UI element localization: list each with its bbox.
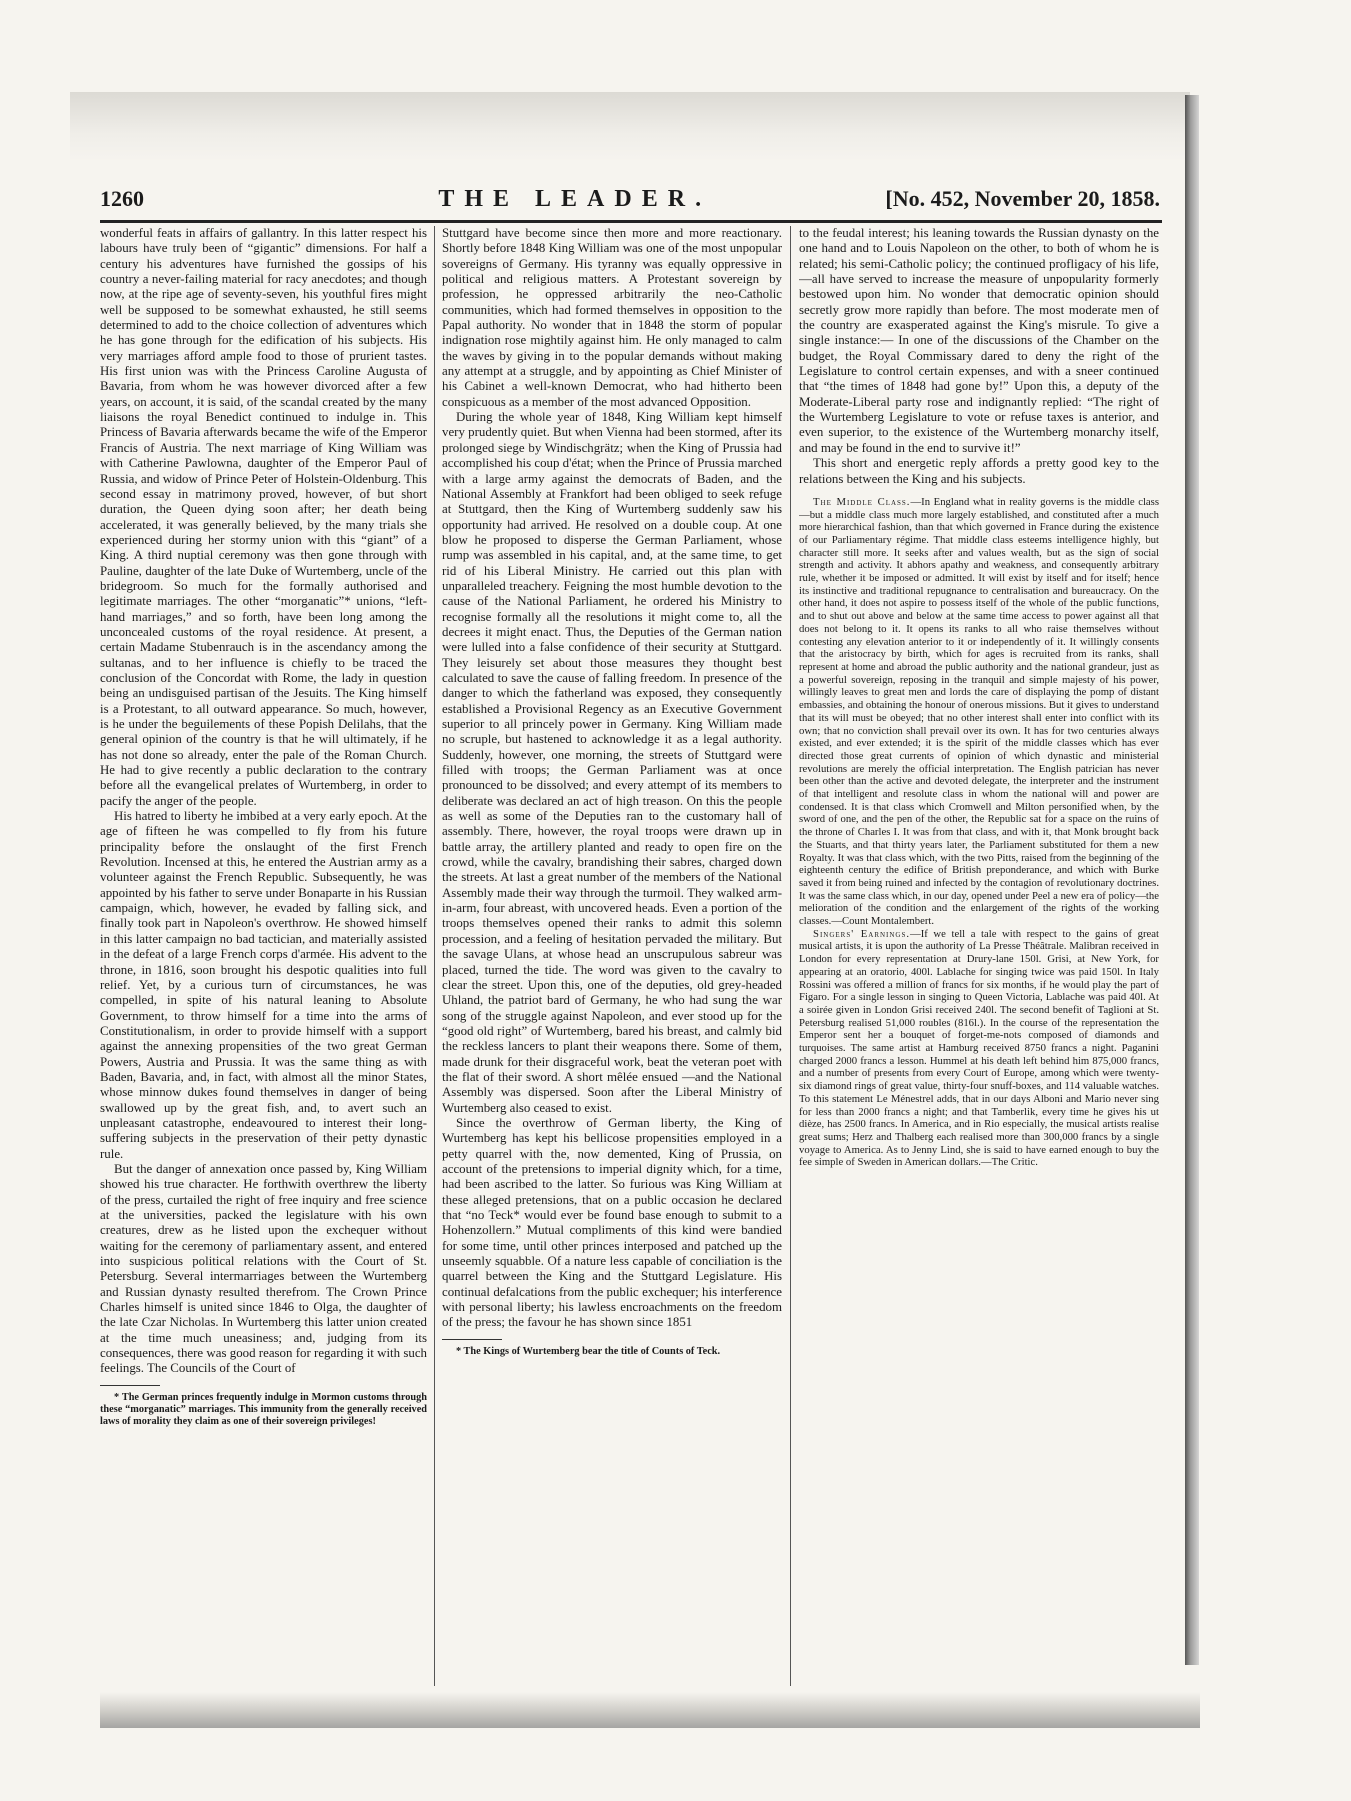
article-text: —If we tell a tale with respect to the gains of great musical artists, it is upon the authority of La Presse Théâtrale. Malibran received in London for every representation at Drury-lane 150l. Grisi, at New York, for appearing at an oratorio, 400l. Lablache for singing twice was paid 150l. In Italy Rossini was offered a million of francs for six months, if he would play the part of Figaro. For a single lesson in singing to Queen Victoria, Lablache was paid 40l. At a soirée given in London Grisi received 240l. The second benefit of Taglioni at St. Petersburg realised 51,000 roubles (816l.). In the course of the representation the Emperor sent her a bouquet of forget-me-nots composed of diamonds and turquoises. The same artist at Hamburg received 8750 francs a night. Paganini charged 2000 francs a lesson. Hummel at his death left behind him 875,000 francs, and a number of presents from every Court of Europe, among which were twenty-six diamond rings of great value, thirty-four snuff-boxes, and 114 valuable watches. To this statement Le Ménestrel adds, that in our days Alboni and Mario never sing for less than 2000 francs a night; and that Tamberlik, every time he gives his ut dièze, has 2500 francs. In America, and in Rio especially, the musical artists realise great sums; Herz and Thalberg each realised more than 300,000 francs by a single voyage to America. As to Jenny Lind, she is said to have earned enough to buy the fee simple of Sweden in American dollars.—The Critic. <box>799 927 1159 1169</box>
column-2 <box>442 226 782 1686</box>
paragraph: This short and energetic reply affords a pretty good key to the relations between the King and his subjects. <box>799 456 1159 486</box>
issue-date: [No. 452, November 20, 1858. <box>885 186 1160 211</box>
column-3 <box>799 226 1159 1686</box>
page-number: 1260 <box>100 186 144 211</box>
paragraph: Stuttgard have become since then more and more reactionary. Shortly before 1848 King William was one of the most unpopular sovereigns of Germany. His tyranny was equally oppressive in political and religious matters. A Protestant sovereign by profession, he oppressed arbitrarily the neo-Catholic communities, which had formed themselves in opposition to the Papal authority. No wonder that in 1848 the storm of popular indignation rose mightily against him. He only managed to calm the waves by giving in to the popular demands without making any attempt at a struggle, and by appointing as Chief Minister of his Cabinet a well-known Democrat, who had hitherto been conspicuous as a member of the most advanced Opposition. <box>442 226 782 409</box>
section-heading: The Middle Class. <box>813 495 911 508</box>
section-heading: Singers' Earnings. <box>813 927 911 940</box>
scan-top-shadow <box>70 92 1190 162</box>
paragraph: But the danger of annexation once passed by, King William showed his true character. He forthwith overthrew the liberty of the press, curtailed the right of free inquiry and free science at the universities, packed the legislature with his own creatures, drew as he listed upon the exchequer without waiting for the ceremony of parliamentary assent, and entered into suspicious political relations with the Court of St. Petersburg. Several intermarriages between the Wurtemberg and Russian dynasty resulted therefrom. The Crown Prince Charles himself is united since 1846 to Olga, the daughter of the late Czar Nicholas. In Wurtemberg this latter union created at the time much uneasiness; and, judging from its consequences, there was good reason for regarding it with such feelings. The Councils of the Court of <box>100 1161 427 1376</box>
masthead <box>100 186 1160 220</box>
column-1 <box>100 226 427 1686</box>
footnote-rule <box>442 1339 502 1340</box>
footnote: * The German princes frequently indulge in Mormon customs through these “morganatic” marriages. This immunity from the generally received laws of morality they claim as one of their sovereign privileges! <box>100 1391 427 1427</box>
paragraph: wonderful feats in affairs of gallantry. In this latter respect his labours have truly been of “gigantic” dimensions. For half a century his adventures have furnished the gossips of his country a never-failing material for racy anecdotes; and though now, at the ripe age of seventy-seven, his youthful fires might well be supposed to be somewhat exhausted, he still seems determined to add to the choice collection of adventures which he has gone through for the edification of his subjects. His very marriages afford ample food to those of prurient tastes. His first union was with the Princess Caroline Augusta of Bavaria, from whom he was however divorced after a few years, on account, it is said, of the scandal created by the many liaisons the royal Benedict continued to indulge in. This Princess of Bavaria afterwards became the wife of the Emperor Francis of Austria. The next marriage of King William was with Catherine Pawlowna, daughter of the Emperor Paul of Russia, and widow of Prince Peter of Holstein-Oldenburg. This second essay in matrimony proved, however, of but short duration, the Queen dying soon after; her death being accelerated, it was generally believed, by the many trials she experienced during her stormy union with this “giant” of a King. A third nuptial ceremony was then gone through with Pauline, daughter of the late Duke of Wurtemberg, uncle of the bridegroom. So much for the formally authorised and legitimate marriages. The other “morganatic”* unions, “left-hand marriages,” and so forth, have been long among the unconcealed customs of the royal residence. At present, a certain Madame Stubenrauch is in the ascendancy among the sultanas, and to her influence is chiefly to be traced the conclusion of the Concordat with Rome, the lady in question being an undisguised partisan of the Jesuits. The King himself is a Protestant, to all outward appearance. So much, however, is he under the beguilements of these Popish Delilahs, that the general opinion of the country is that he will ultimately, if he has not done so already, enter the pale of the Roman Church. He had to give recently a public declaration to the contrary before all the evangelical prelates of Wurtemberg, in order to pacify the anger of the people. <box>100 226 427 808</box>
column-divider <box>790 226 791 1686</box>
scan-bottom-shadow <box>100 1692 1200 1728</box>
paragraph: During the whole year of 1848, King William kept himself very prudently quiet. But when Vienna had been stormed, after its prolonged siege by Windischgrätz; when the King of Prussia had accomplished his coup d'état; when the Prince of Prussia marched with a large army against the democrats of Baden, and the National Assembly at Frankfort had been obliged to seek refuge at Stuttgard, then the King of Wurtemberg suddenly saw his opportunity had arrived. He resolved on a double coup. At one blow he proposed to disperse the German Parliament, whose rump was assembled in his capital, and, at the same time, to get rid of his Liberal Ministry. He carried out this plan with unparalleled treachery. Feigning the most humble devotion to the cause of the National Parliament, he ordered his Ministry to recognise formally all the resolutions it might come to, all the decrees it might enact. Thus, the Deputies of the German nation were lulled into a false confidence of their security at Stuttgard. They leisurely set about those measures they thought best calculated to save the cause of falling freedom. In presence of the danger to which the fatherland was exposed, they consequently established a Provisional Regency as an Executive Government superior to all princely power in Germany. King William made no scruple, but hastened to acknowledge it as a legal authority. Suddenly, however, one morning, the streets of Stuttgard were filled with troops; the German Parliament was at once pronounced to be dissolved; and every attempt of its members to deliberate was declared an act of high treason. On this the people as well as some of the Deputies ran to the customary hall of assembly. There, however, the royal troops were drawn up in battle array, the artillery planted and ready to open fire on the crowd, while the cavalry, brandishing their sabres, charged down the streets. At last a great number of the members of the National Assembly made their way through the turmoil. They walked arm-in-arm, four abreast, with uncovered heads. Even a portion of the troops themselves opened their ranks to admit this solemn procession, and a feeling of hesitation pervaded the military. But the savage Ulans, at whose head an unscrupulous sabreur was placed, turned the tide. The word was given to the cavalry to clear the street. Upon this, one of the deputies, old grey-headed Uhland, the patriot bard of Germany, he who had sung the war song of the struggle against Napoleon, and ever stood up for the “good old right” of Wurtemberg, bared his breast, and calmly bid the reckless lancers to plant their weapons there. Some of them, made drunk for their disgraceful work, beat the veteran poet with the flat of their sword. A short mêlée ensued —and the National Assembly was dispersed. Soon after the Liberal Ministry of Wurtemberg also ceased to exist. <box>442 410 782 1115</box>
masthead-rule <box>100 220 1162 223</box>
column-divider <box>434 226 435 1686</box>
section-gap <box>799 487 1159 496</box>
singers-earnings-article <box>799 928 1159 1169</box>
scan-binding-shadow <box>1185 95 1199 1665</box>
paragraph: Since the overthrow of German liberty, the King of Wurtemberg has kept his bellicose propensities employed in a petty quarrel with the, now demented, King of Prussia, on account of the pretensions to imperial dignity which, for a time, had been ascribed to the latter. So furious was King William at these alleged pretensions, that on a public occasion he declared that “no Teck* would ever be found base enough to submit to a Hohenzollern.” Mutual compliments of this kind were bandied for some time, until other princes interposed and patched up the unseemly squabble. Of a nature less capable of conciliation is the quarrel between the King and the Stuttgard Legislature. His continual defalcations from the public exchequer; his interference with personal liberty; his lawless encroachments on the freedom of the press; the favour he has shown since 1851 <box>442 1115 782 1330</box>
footnote-rule <box>100 1385 160 1386</box>
paragraph: His hatred to liberty he imbibed at a very early epoch. At the age of fifteen he was compelled to fly from his future principality before the onslaught of the first French Revolution. Incensed at this, he entered the Austrian army as a volunteer against the French Republic. Subsequently, he was appointed by his father to serve under Bonaparte in his Russian campaign, which, however, he evaded by falling sick, and finally took part in Napoleon's overthrow. He showed himself in this latter campaign no bad tactician, and materially assisted in the defeat of a large French corps d'armée. His advent to the throne, in 1816, soon brought his despotic qualities into full relief. Yet, by a curious turn of circumstances, he was compelled, in spite of his natural leaning to Absolute Government, to throw himself for a time into the arms of Constitutionalism, in order to provide himself with a support against the annexing propensities of the two great German Powers, Austria and Prussia. It was the same thing as with Baden, Bavaria, and, in fact, with almost all the minor States, whose minnow dukes found themselves in danger of being swallowed up by the great fish, and, to avert such an unpleasant catastrophe, endeavoured to interest their long-suffering subjects in the preservation of their petty dynastic rule. <box>100 809 427 1161</box>
article-text: —In England what in reality governs is the middle class—but a middle class much more largely established, and constituted after a much more hierarchical fashion, than that which governed in France during the existence of our Parliamentary régime. That middle class esteems intelligence highly, but character still more. It seeks after and values wealth, but as the sign of social strength and activity. It abhors apathy and weakness, and consequently arbitrary rule, whether it be imposed or admitted. It will exist by itself and for itself; hence its instinctive and traditional repugnance to centralisation and bureaucracy. On the other hand, it does not aspire to possess itself of the whole of the public functions, and to shut out above and below at the same time access to power against all that does not belong to it. It opens its ranks to all who raise themselves without contesting any elevation anterior to it or independently of it. It willingly consents that the aristocracy by birth, which for ages is recruited from its ranks, shall represent at home and abroad the public authority and the national grandeur, just as a powerful sovereign, reposing in the tranquil and simple majesty of his power, willingly leaves to great men and lords the care of displaying the pomp of distant embassies, and obtaining the honour of onerous missions. But it gives to understand that its will must be obeyed; that no other interest shall enter into conflict with its own; that no conviction shall prevail over its own. It has for two centuries always existed, and ever extended; it is the spirit of the middle classes which has ever directed those great currents of opinion of which dynastic and ministerial revolutions are merely the official interpretation. The English patrician has never been other than the active and devoted delegate, the interpreter and the instrument of that intelligent and resolute class in whom the national will and power are condensed. It is that class which Cromwell and Milton personified when, by the sword of one, and the pen of the other, the Republic sat for a space on the ruins of the throne of Charles I. It was from that class, and with it, that Monk brought back the Stuarts, and that thirty years later, the Parliament substituted for them a new Royalty. It was that class which, with the two Pitts, raised from the beginning of the eighteenth century the edifice of British preponderance, and which with Burke saved it from being ruined and infected by the contagion of revolutionary doctrines. It was the same class which, in our day, opened under Peel a new era of policy—the melioration of the condition and the enlargement of the rights of the working classes.—Count Montalembert. <box>799 495 1159 928</box>
paragraph: to the feudal interest; his leaning towards the Russian dynasty on the one hand and to Louis Napoleon on the other, to both of whom he is related; his semi-Catholic policy; the continued profligacy of his life,—all have served to increase the measure of unpopularity formerly bestowed upon him. No wonder that democratic opinion should secretly grow more rapidly than before. The most moderate men of the country are exasperated against the King's misrule. To give a single instance:— In one of the discussions of the Chamber on the budget, the Royal Commissary dared to deny the right of the Legislature to control certain expenses, and with a sneer continued that “the times of 1848 had gone by!” Upon this, a deputy of the Moderate-Liberal party rose and indignantly replied: “The right of the Wurtemberg Legislature to vote or refuse taxes is anterior, and even superior, to the existence of the Wurtemberg monarchy itself, and may be found in the end to survive it!” <box>799 226 1159 455</box>
footnote: * The Kings of Wurtemberg bear the title of Counts of Teck. <box>456 1345 721 1357</box>
paper-title: THE LEADER. <box>438 186 712 212</box>
middle-class-article <box>799 496 1159 928</box>
